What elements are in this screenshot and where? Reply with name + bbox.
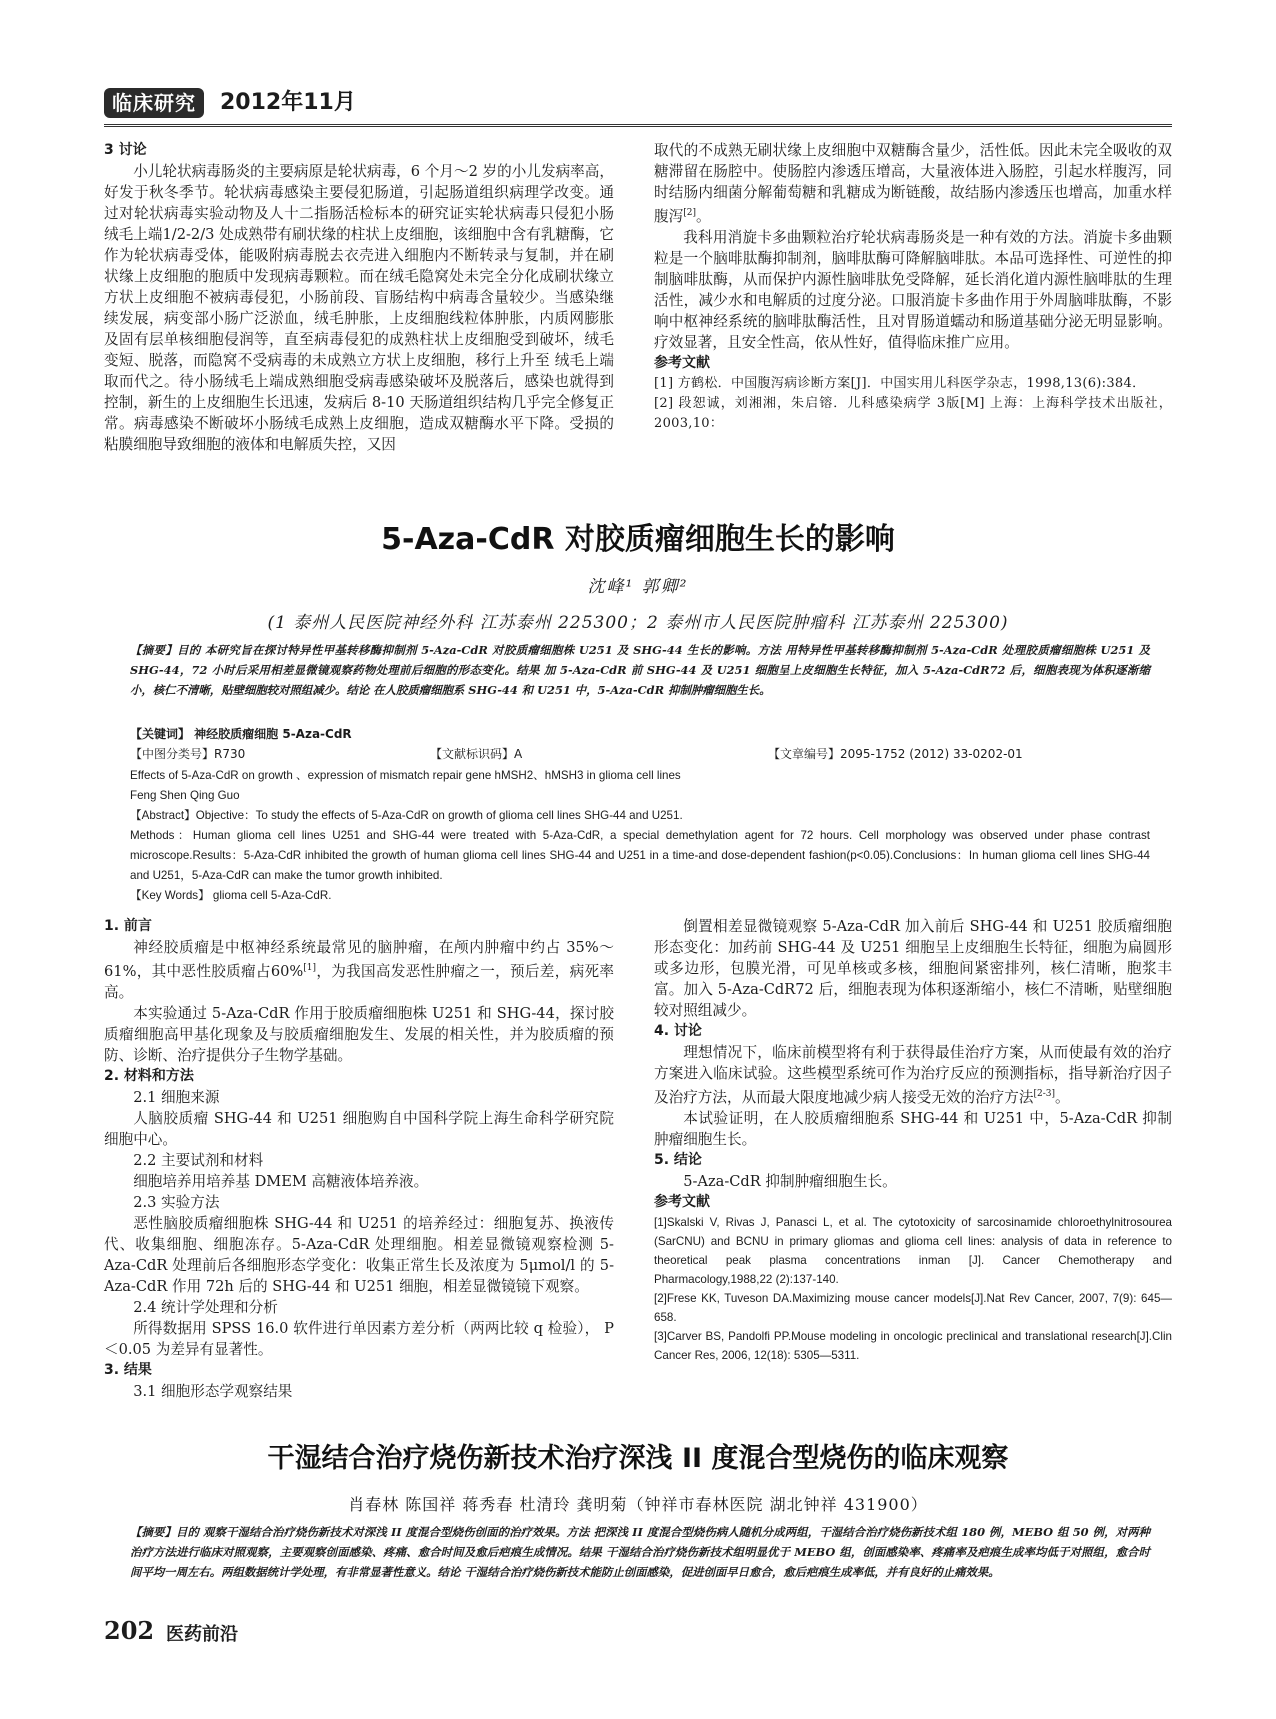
section-heading: 2. 材料和方法 <box>104 1067 194 1084</box>
subsection-heading: 2.2 主要试剂和材料 <box>133 1151 264 1169</box>
section-heading: 3. 结果 <box>104 1361 152 1378</box>
paragraph: 细胞培养用培养基 DMEM 高糖液体培养液。 <box>133 1172 429 1190</box>
citation: [2-3] <box>1033 1089 1055 1099</box>
conclusion-paragraph: 5-Aza-CdR 抑制肿瘤细胞生长。 <box>683 1172 897 1190</box>
subsection-heading: 2.4 统计学处理和分析 <box>133 1298 278 1316</box>
article2-abstract-block <box>130 640 1150 700</box>
article2-left-column <box>104 916 614 1402</box>
english-methods-results: Methods：Human glioma cell lines U251 and SHG-44 were treated with 5-Aza-CdR, a special demethylation agent for 72 hours. Cell morphology was observed under phase contrast microscope.Results：5-Aza-CdR inhibited the growth of human glioma cell lines SHG-44 and U251 in a time-and dose-dependent fashion(p<0.05).Conclusions：In human glioma cell lines SHG-44 and U251，5-Aza-CdR can make the tumor growth inhibited. <box>130 829 1150 882</box>
subsection-heading: 3.1 细胞形态学观察结果 <box>133 1382 293 1400</box>
section-badge: 临床研究 <box>104 88 204 118</box>
article1-left-column <box>104 140 614 455</box>
english-title: Effects of 5-Aza-CdR on growth 、expression of mismatch repair gene hMSH2、hMSH3 in glioma cell lines <box>130 769 681 782</box>
paragraph: 恶性脑胶质瘤细胞株 SHG-44 和 U251 的培养经过：细胞复苏、换液传代、收集细胞、细胞冻存。5-Aza-CdR 处理细胞。相差显微镜观察检测 5-Aza-CdR 处理前后各细胞形态学变化：收集正常生长及浓度为 5μmol/l 的 5-Aza-CdR 作用 72h 后的 SHG-44 和 U251 细胞，相差显微镜镜下观察。 <box>104 1214 614 1295</box>
clc-number: 【中图分类号】R730 <box>130 747 246 761</box>
subsection-heading: 2.1 细胞来源 <box>133 1088 220 1106</box>
discussion-paragraph: 理想情况下，临床前模型将有利于获得最佳治疗方案，从而使最有效的治疗方案进入临床试验。这些模型系统可作为治疗反应的预测指标，指导新治疗因子及治疗方法，从而最大限度地减少病人接受无效的治疗方法[2-3]。 <box>654 1044 1172 1106</box>
article3-authors: 肖春林 陈国祥 蒋秀春 杜清玲 龚明菊（钟祥市春林医院 湖北钟祥 431900） <box>348 1495 928 1514</box>
section-heading: 1. 前言 <box>104 918 152 934</box>
english-objective: 【Abstract】Objective：To study the effects of 5-Aza-CdR on growth of glioma cell lines SHG-44 and U251. <box>130 809 683 822</box>
article2-affiliation: (1 泰州人民医院神经外科 江苏泰州 225300；2 泰州市人民医院肿瘤科 江苏泰州 225300) <box>267 613 1009 633</box>
paragraph: 人脑胶质瘤 SHG-44 和 U251 细胞购自中国科学院上海生命科学研究院细胞中心。 <box>104 1109 614 1148</box>
discussion-paragraph-2: 本试验证明，在人胶质瘤细胞系 SHG-44 和 U251 中，5-Aza-CdR 抑制肿瘤细胞生长。 <box>654 1109 1172 1148</box>
reference-3: [3]Carver BS, Pandolfi PP.Mouse modeling in oncologic preclinical and translational research[J].Clin Cancer Res, 2006, 12(18): 5305—5311. <box>654 1329 1172 1362</box>
header-rule <box>104 124 1172 127</box>
treatment-paragraph: 我科用消旋卡多曲颗粒治疗轮状病毒肠炎是一种有效的方法。消旋卡多曲颗粒是一个脑啡肽酶抑制剂，脑啡肽酶可降解脑啡肽。本品可选择性、可逆性的抑制脑啡肽酶，从而保护内源性脑啡肽免受降解，延长消化道内源性脑啡肽的生理活性，减少水和电解质的过度分泌。口服消旋卡多曲作用于外周脑啡肽酶，不影响中枢神经系统的脑啡肽酶活性，且对胃肠道蠕动和肠道基础分泌无明显影响。疗效显著，且安全性高，依从性好，值得临床推广应用。 <box>654 228 1172 351</box>
page-number: 202 <box>104 1616 155 1645</box>
issue-date: 2012年11月 <box>220 90 356 115</box>
reference-1: [1]Skalski V, Rivas J, Panasci L, et al. The cytotoxicity of sarcosinamide chloroethylnitrosourea (SarCNU) and BCNU in primary gliomas and glioma cell lines: analysis of data in reference to theoretical peak plasma concentrations inman [J]. Cancer Chemotherapy and Pharmacology,1988,22 (2):137-140. <box>654 1215 1172 1286</box>
article2-authors: 沈峰¹ 郭卿² <box>587 577 689 597</box>
journal-name: 医药前沿 <box>166 1624 238 1645</box>
keywords: 【关键词】 神经胶质瘤细胞 5-Aza-CdR <box>130 727 352 741</box>
citation: [1] <box>303 963 317 973</box>
intro-paragraph-2: 本实验通过 5-Aza-CdR 作用于胶质瘤细胞株 U251 和 SHG-44，探讨胶质瘤细胞高甲基化现象及与胶质瘤细胞发生、发展的相关性，并为胶质瘤的预防、诊断、治疗提供分子生物学基础。 <box>104 1004 614 1064</box>
abstract-chinese: 【摘要】目的 本研究旨在探讨特异性甲基转移酶抑制剂 5-Aza-CdR 对胶质瘤细胞株 U251 及 SHG-44 生长的影响。方法 用特异性甲基转移酶抑制剂 5-Aza-CdR 处理胶质瘤细胞株 U251 及 SHG-44，72 小时后采用相差显微镜观察药物处理前后细胞的形态变化。结果 加 5-Aza-CdR 前 SHG-44 及 U251 细胞呈上皮细胞生长特征，加入 5-Aza-CdR72 后，细胞表现为体积逐渐缩小，核仁不清晰，贴壁细胞较对照组减少。结论 在人胶质瘤细胞系 SHG-44 和 U251 中，5-Aza-CdR 抑制肿瘤细胞生长。 <box>130 643 1150 697</box>
section-heading: 3 讨论 <box>104 142 147 158</box>
english-authors: Feng Shen Qing Guo <box>130 789 240 802</box>
article-number: 【文章编号】2095-1752 (2012) 33-0202-01 <box>768 747 1023 761</box>
references-heading: 参考文献 <box>654 1193 710 1210</box>
english-keywords: 【Key Words】 glioma cell 5-Aza-CdR. <box>130 889 332 902</box>
abstract-chinese: 【摘要】目的 观察干湿结合治疗烧伤新技术对深浅 II 度混合型烧伤创面的治疗效果。方法 把深浅 II 度混合型烧伤病人随机分成两组，干湿结合治疗烧伤新技术组 180 例，MEBO 组 50 例，对两种治疗方法进行临床对照观察，主要观察创面感染、疼痛、愈合时间及愈后疤痕生成情况。结果 干湿结合治疗烧伤新技术组明显优于 MEBO 组，创面感染率、疼痛率及疤痕生成率均低于对照组，愈合时间平均一周左右。两组数据统计学处理，有非常显著性意义。结论 干湿结合治疗烧伤新技术能防止创面感染，促进创面早日愈合，愈后疤痕生成率低，并有良好的止痛效果。 <box>130 1525 1150 1579</box>
article2-title: 5-Aza-CdR 对胶质瘤细胞生长的影响 <box>381 522 895 557</box>
reference-1: [1] 方鹤松．中国腹泻病诊断方案[J]．中国实用儿科医学杂志，1998,13(6):384． <box>654 375 1146 391</box>
subsection-heading: 2.3 实验方法 <box>133 1193 220 1211</box>
reference-2: [2]Frese KK, Tuveson DA.Maximizing mouse cancer models[J].Nat Rev Cancer, 2007, 7(9): 645—658. <box>654 1291 1172 1324</box>
results-paragraph: 倒置相差显微镜观察 5-Aza-CdR 加入前后 SHG-44 和 U251 胶质瘤细胞形态变化：加药前 SHG-44 及 U251 细胞呈上皮细胞生长特征，细胞为扁圆形或多边形，包膜光滑，可见单核或多核，细胞间紧密排列，核仁清晰，胞浆丰富。加入 5-Aza-CdR72 后，细胞表现为体积逐渐缩小，核仁不清晰，贴壁细胞较对照组减少。 <box>654 918 1172 1019</box>
reference-2: [2] 段恕诚，刘湘湘，朱启镕．儿科感染病学 3版[M] 上海：上海科学技术出版社，2003,10： <box>654 395 1172 431</box>
intro-paragraph: 神经胶质瘤是中枢神经系统最常见的脑肿瘤，在颅内肿瘤中约占 35%～61%，其中恶性胶质瘤占60%[1]，为我国高发恶性肿瘤之一，预后差，病死率高。 <box>104 939 614 1001</box>
article1-right-column <box>654 140 1172 434</box>
citation: [2] <box>683 208 696 218</box>
section-heading: 5. 结论 <box>654 1151 702 1168</box>
continuation-paragraph: 取代的不成熟无刷状缘上皮细胞中双糖酶含量少，活性低。因此未完全吸收的双糖滞留在肠腔中。使肠腔内渗透压增高，大量液体进入肠腔，引起水样腹泻，同时结肠内细菌分解葡萄糖和乳糖成为断链酸，故结肠内渗透压也增高，加重水样腹泻[2]。 <box>654 142 1172 225</box>
paragraph: 所得数据用 SPSS 16.0 软件进行单因素方差分析（两两比较 q 检验）， P＜0.05 为差异有显著性。 <box>104 1319 614 1358</box>
article3-title: 干湿结合治疗烧伤新技术治疗深浅 II 度混合型烧伤的临床观察 <box>267 1443 1009 1474</box>
english-abstract <box>130 766 1150 906</box>
section-heading: 4. 讨论 <box>654 1023 702 1039</box>
document-code: 【文献标识码】A <box>430 747 523 761</box>
article2-right-column <box>654 916 1172 1365</box>
article3-abstract-block <box>130 1522 1150 1582</box>
discussion-paragraph: 小儿轮状病毒肠炎的主要病原是轮状病毒，6 个月～2 岁的小儿发病率高，好发于秋冬季节。轮状病毒感染主要侵犯肠道，引起肠道组织病理学改变。通过对轮状病毒实验动物及人十二指肠活检标本的研究证实轮状病毒只侵犯小肠绒毛上端1/2-2/3 处成熟带有刷状缘的柱状上皮细胞，该细胞中含有乳糖酶，它作为轮状病毒受体，能吸附病毒脱去衣壳进入细胞内不断转录与复制，并在刷状缘上皮细胞的胞质中发现病毒颗粒。而在绒毛隐窝处未完全分化成刷状缘立方状上皮细胞不被病毒侵犯，小肠前段、盲肠结构中病毒含量较少。当感染继续发展，病变部小肠广泛淤血，绒毛肿胀，上皮细胞线粒体肿胀，内质网膨胀及固有层单核细胞侵润等，直至病毒侵犯的成熟柱状上皮细胞受到破坏，绒毛变短、脱落，而隐窝不受病毒的未成熟立方状上皮细胞，移行上升至 绒毛上端取而代之。待小肠绒毛上端成熟细胞受病毒感染破坏及脱落后，感染也就得到控制，新生的上皮细胞生长迅速，发病后 8-10 天肠道组织结构几乎完全修复正常。病毒感染不断破坏小肠绒毛成熟上皮细胞，造成双糖酶水平下降。受损的粘膜细胞导致细胞的液体和电解质失控，又因 <box>104 163 614 453</box>
references-heading: 参考文献 <box>654 354 710 371</box>
